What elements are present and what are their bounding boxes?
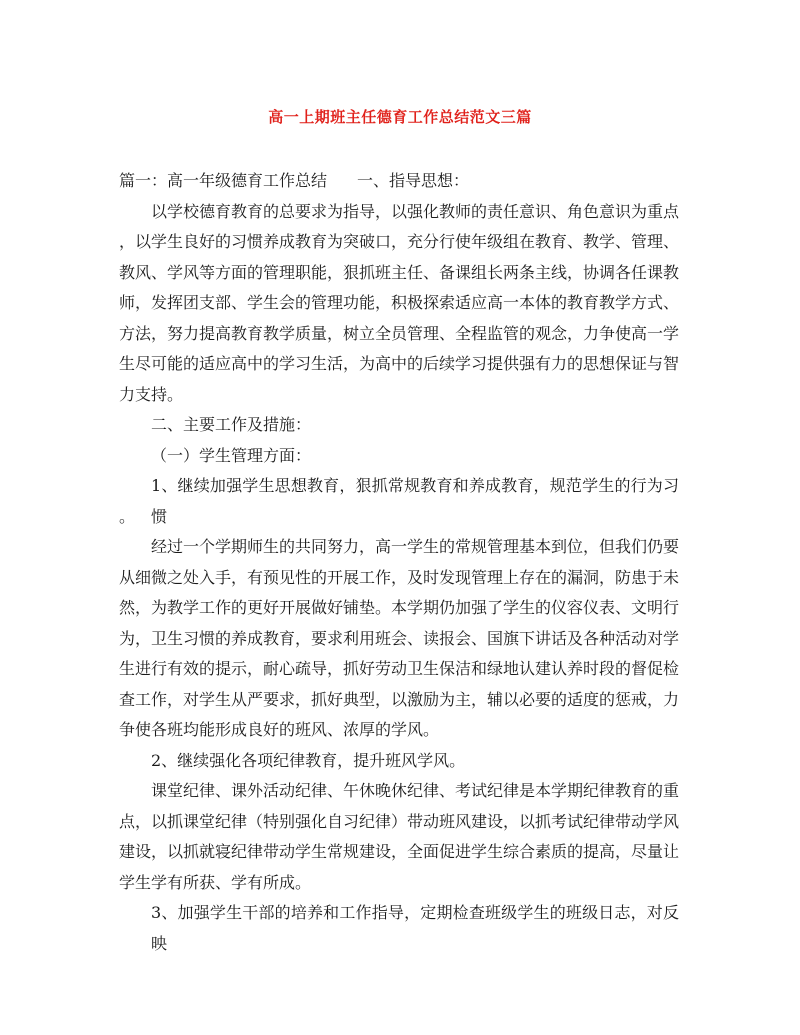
document-title: 高一上期班主任德育工作总结范文三篇 xyxy=(268,108,532,126)
text-line: ，以学生良好的习惯养成教育为突破口，充分行使年级组在教育、教学、管理、 xyxy=(119,232,680,251)
text-line: （一）学生管理方面： xyxy=(151,445,312,465)
text-line: 为，卫生习惯的养成教育，要求利用班会、读报会、国旗下讲话及各种活动对学 xyxy=(119,628,680,648)
paragraph-lines xyxy=(119,197,680,953)
text-line: 点，以抓课堂纪律（特别强化自习纪律）带动班风建设，以抓考试纪律带动学风 xyxy=(119,811,680,831)
text-line: 2、继续强化各项纪律教育，提升班风学风。 xyxy=(151,750,466,770)
text-line: 教风、学风等方面的管理职能，狠抓班主任、备课组长两条主线，协调各任课教 xyxy=(119,262,680,282)
document-body xyxy=(119,166,680,953)
text-line: 1、继续加强学生思想教育，狠抓常规教育和养成教育，规范学生的行为习惯 xyxy=(151,476,679,526)
text-line: 3、加强学生干部的培养和工作指导，定期检查班级学生的班级日志，对反映 xyxy=(151,903,679,953)
part-heading-line xyxy=(119,166,679,197)
part-heading: 篇一：高一年级德育工作总结 xyxy=(119,171,328,190)
text-line: 课堂纪律、课外活动纪律、午休晚休纪律、考试纪律是本学期纪律教育的重 xyxy=(151,781,680,800)
text-line: 查工作，对学生从严要求，抓好典型，以激励为主，辅以必要的适度的惩戒，力 xyxy=(119,689,680,709)
text-line: 师，发挥团支部、学生会的管理功能，积极探索适应高一本体的教育教学方式、 xyxy=(119,293,680,312)
text-line: 力支持。 xyxy=(119,384,184,404)
text-line: 。 xyxy=(119,506,136,526)
text-line: 二、主要工作及措施： xyxy=(151,415,312,434)
text-line: 生进行有效的提示，耐心疏导，抓好劳动卫生保洁和绿地认建认养时段的督促检 xyxy=(119,659,680,678)
text-line: 以学校德育教育的总要求为指导，以强化教师的责任意识、角色意识为重点 xyxy=(151,201,680,221)
text-line: 经过一个学期师生的共同努力，高一学生的常规管理基本到位，但我们仍要 xyxy=(151,537,680,556)
text-line: 然，为教学工作的更好开展做好铺垫。本学期仍加强了学生的仪容仪表、文明行 xyxy=(119,598,680,617)
section-heading: 一、指导思想： xyxy=(357,171,470,190)
text-line: 生尽可能的适应高中的学习生活，为高中的后续学习提供强有力的思想保证与智 xyxy=(119,354,680,373)
text-line: 争使各班均能形成良好的班风、浓厚的学风。 xyxy=(119,720,440,739)
text-line: 从细微之处入手，有预见性的开展工作，及时发现管理上存在的漏洞，防患于未 xyxy=(119,567,680,587)
text-line: 方法，努力提高教育教学质量，树立全员管理、全程监管的观念，力争使高一学 xyxy=(119,323,680,343)
text-line: 建设，以抓就寝纪律带动学生常规建设，全面促进学生综合素质的提高，尽量让 xyxy=(119,842,680,861)
text-line: 学生学有所获、学有所成。 xyxy=(119,872,312,892)
